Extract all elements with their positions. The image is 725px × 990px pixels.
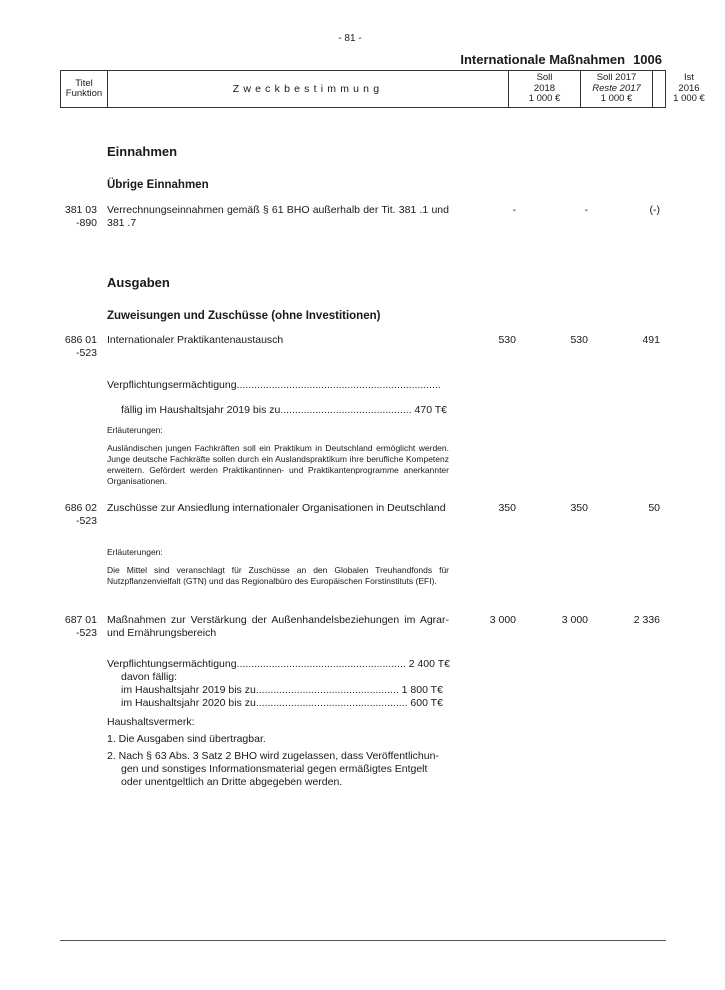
einnahmen-heading: Einnahmen [107, 144, 178, 159]
header-soll-l1: Soll [536, 72, 553, 84]
header-reste [581, 71, 653, 107]
uebrige-einnahmen-heading: Übrige Einnahmen [107, 179, 209, 191]
funktion-number: -523 [75, 627, 97, 639]
titel-381-03 [60, 204, 97, 230]
funktion-number: -523 [75, 515, 97, 527]
titel-number: 686 02 [64, 502, 97, 514]
erlaeuterungen-label: Erläuterungen: [107, 425, 163, 435]
titel-686-01 [60, 334, 97, 360]
header-titel-funktion [61, 71, 108, 107]
header-ist-l3: 1 000 € [673, 93, 705, 105]
header-ist [653, 71, 725, 107]
header-titel: Titel [75, 77, 93, 89]
titel-687-01 [60, 614, 97, 640]
value-reste: 3 000 [561, 614, 588, 626]
funktion-number: -890 [75, 217, 97, 229]
section-title-text: Internationale Maßnahmen [460, 52, 626, 67]
header-ist-l1: Ist [683, 72, 694, 84]
value-ist: 491 [642, 334, 660, 346]
header-ist-l2: 2016 [678, 82, 700, 94]
value-ist: (-) [649, 204, 660, 216]
entry-description: Maßnahmen zur Verstärkung der Außenhandelsbeziehungen im Agrar- und Ernährungsbereich [107, 614, 449, 639]
value-soll: - [512, 204, 516, 216]
header-reste-l3: 1 000 € [600, 93, 633, 105]
titel-number: 687 01 [64, 614, 97, 626]
haushaltsvermerk-item-1: 1. Die Ausgaben sind übertragbar. [107, 733, 266, 745]
table-header [60, 70, 705, 108]
value-soll: 530 [498, 334, 516, 346]
entry-description: Internationaler Praktikantenaustausch [107, 334, 284, 346]
value-reste: 350 [570, 502, 588, 514]
page-number: - 81 - [338, 33, 362, 44]
titel-686-02 [60, 502, 97, 528]
value-ist: 50 [648, 502, 660, 514]
entry-description: Zuschüsse zur Ansiedlung internationaler Organisationen in Deutschland [107, 502, 446, 514]
funktion-number: -523 [75, 347, 97, 359]
value-soll: 350 [498, 502, 516, 514]
erlaeuterungen-text: Die Mittel sind veranschlagt für Zuschüsse an den Globalen Treuhandfonds für Nutzpflanzenvielfalt (GTN) und das Regionalbüro des Europäischen Forstinstituts (EFI). [107, 565, 449, 586]
section-title [460, 52, 662, 67]
haushaltsvermerk-item-2-line-1: 2. Nach § 63 Abs. 3 Satz 2 BHO wird zugelassen, dass Veröffentlichun- [107, 750, 439, 762]
header-soll [509, 71, 581, 107]
header-zweckbestimmung: Zweckbestimmung [108, 71, 509, 107]
zuweisungen-heading: Zuweisungen und Zuschüsse (ohne Investitionen) [107, 310, 381, 322]
faellig-line: fällig im Haushaltsjahr 2019 bis zu............................................. 470 T€ [121, 404, 448, 416]
faellig-2020-line: im Haushaltsjahr 2020 bis zu.................................................... 600 T€ [121, 697, 443, 709]
haushaltsvermerk-label: Haushaltsvermerk: [107, 716, 195, 728]
titel-number: 381 03 [64, 204, 97, 216]
header-reste-l2: Reste 2017 [592, 82, 641, 94]
titel-number: 686 01 [64, 334, 97, 346]
haushaltsvermerk-item-2-line-3: oder unentgeltlich an Dritte abgegeben werden. [121, 776, 343, 788]
footer-divider [60, 940, 666, 941]
faellig-2019-line: im Haushaltsjahr 2019 bis zu................................................. 1 800 T€ [121, 684, 443, 696]
value-reste: - [584, 204, 588, 216]
erlaeuterungen-label: Erläuterungen: [107, 547, 163, 557]
value-reste: 530 [570, 334, 588, 346]
value-ist: 2 336 [633, 614, 660, 626]
verpflichtungsermaechtigung: Verpflichtungsermächtigung.......................................................... 2 400 T€ [107, 658, 450, 670]
haushaltsvermerk-item-2-line-2: gen und sonstiges Informationsmaterial gegen ermäßigtes Entgelt [121, 763, 428, 775]
value-soll: 3 000 [489, 614, 516, 626]
section-number: 1006 [633, 52, 662, 67]
entry-description: Verrechnungseinnahmen gemäß § 61 BHO außerhalb der Tit. 381 .1 und 381 .7 [107, 204, 449, 229]
header-soll-l3: 1 000 € [528, 93, 561, 105]
header-funktion: Funktion [65, 88, 103, 99]
erlaeuterungen-text: Ausländischen jungen Fachkräften soll ein Praktikum in Deutschland ermöglicht werden. Junge deutsche Fachkräfte sollen durch ein Auslandspraktikum ihre berufliche Kompetenz erweitern. Gefördert werden Praktikantinnen- und Praktikantenprogramme anerkannter Organisationen. [107, 443, 449, 486]
header-soll-l2: 2018 [533, 82, 556, 94]
header-reste-l1: Soll 2017 [596, 72, 637, 84]
ausgaben-heading: Ausgaben [107, 275, 170, 290]
verpflichtungsermaechtigung: Verpflichtungsermächtigung...................................................................... [107, 379, 441, 391]
davon-faellig-label: davon fällig: [121, 671, 178, 683]
